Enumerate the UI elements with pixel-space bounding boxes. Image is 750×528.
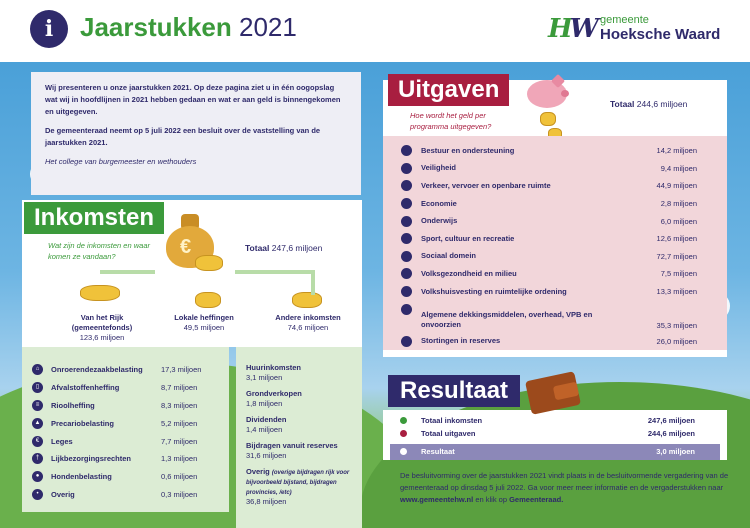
- list-item: Sociaal domein 72,7 miljoen: [401, 248, 697, 266]
- inkomsten-subtitle: Wat zijn de inkomsten en waar komen ze vandaan?: [48, 241, 150, 261]
- list-item: Huurinkomsten 3,1 miljoen: [246, 363, 302, 382]
- resultaat-row-totaal: Resultaat 3,0 miljoen: [400, 447, 695, 456]
- coins-icon: [80, 285, 120, 301]
- arrow-connector: [311, 270, 315, 295]
- green-dot-icon: [400, 417, 407, 424]
- house-icon: [401, 286, 412, 297]
- wallet-icon: [528, 370, 584, 410]
- list-item: Onderwijs 6,0 miljoen: [401, 212, 697, 230]
- trash-icon: ▯: [32, 382, 43, 393]
- list-item: Stortingen in reserves 26,0 miljoen: [401, 332, 697, 350]
- grave-icon: †: [32, 453, 43, 464]
- list-item: Volksgezondheid en milieu 7,5 miljoen: [401, 265, 697, 283]
- list-item: ⌂ Onroerendezaakbelasting 17,3 miljoen: [32, 361, 219, 379]
- home-icon: ⌂: [32, 364, 43, 375]
- list-item: Veiligheid 9,4 miljoen: [401, 160, 697, 178]
- resultaat-title: Resultaat: [388, 375, 520, 407]
- logo-mark: HW: [548, 14, 596, 44]
- list-item: Algemene dekkingsmiddelen, overhead, VPB en onvoorzien 35,3 miljoen: [401, 300, 697, 332]
- governance-icon: [401, 145, 412, 156]
- page-title: Jaarstukken 2021: [80, 12, 297, 42]
- coins-icon: [540, 112, 556, 126]
- moneybag-icon: €: [166, 212, 216, 270]
- fees-icon: €: [32, 436, 43, 447]
- graduation-icon: [401, 216, 412, 227]
- health-icon: [401, 268, 412, 279]
- misc-icon: •: [32, 489, 43, 500]
- list-item: Volkshuisvesting en ruimtelijke ordening 13,3 miljoen: [401, 283, 697, 301]
- intro-panel: Wij presenteren u onze jaarstukken 2021. Op deze pagina ziet u in één oogopslag wat wij in hoofdlijnen in 2021 hebben gedaan en wat er aan geld is binnengekomen en uitgegeven. De gemeenteraad neemt op 5 juli 2022 een besluit over de vaststelling van de jaarstukken 2021. Het college van burgemeester en wethouders: [31, 72, 361, 195]
- list-item: ≡ Rioolheffing 8,3 miljoen: [32, 397, 219, 415]
- people-icon: [401, 251, 412, 262]
- list-item: Dividenden 1,4 miljoen: [246, 415, 287, 434]
- list-item: Bijdragen vanuit reserves 31,6 miljoen: [246, 441, 338, 460]
- andere-inkomsten-list: [236, 347, 362, 528]
- list-item: Grondverkopen 1,8 miljoen: [246, 389, 302, 408]
- list-item: † Lijkbezorgingsrechten 1,3 miljoen: [32, 450, 219, 468]
- uitgaven-list: [383, 136, 727, 350]
- source-rijk: Van het Rijk (gemeentefonds) 123,6 miljoen: [71, 313, 133, 342]
- coins-icon: [195, 292, 221, 308]
- website-link[interactable]: www.gemeentehw.nl: [400, 495, 474, 504]
- heffingen-list: [22, 347, 229, 512]
- resultaat-row-inkomsten: Totaal inkomsten 247,6 miljoen: [400, 416, 695, 425]
- arrow-right: [235, 270, 313, 274]
- list-item: • Overig 0,3 miljoen: [32, 486, 219, 504]
- sewer-icon: ≡: [32, 400, 43, 411]
- list-item: ▲ Precariobelasting 5,2 miljoen: [32, 414, 219, 432]
- piggy-bank-icon: [527, 76, 569, 108]
- source-lokaal: Lokale heffingen 49,5 miljoen: [174, 313, 234, 332]
- list-item: € Leges 7,7 miljoen: [32, 432, 219, 450]
- arrow-left: [100, 270, 155, 274]
- dog-icon: ●: [32, 471, 43, 482]
- logo-name: Hoeksche Waard: [600, 26, 721, 43]
- list-item: Sport, cultuur en recreatie 12,6 miljoen: [401, 230, 697, 248]
- uitgaven-subtitle: Hoe wordt het geld per programma uitgegeven?: [410, 111, 492, 131]
- trophy-icon: [401, 233, 412, 244]
- list-item: Economie 2,8 miljoen: [401, 195, 697, 213]
- gemeenteraad-link[interactable]: Gemeenteraad.: [509, 495, 564, 504]
- list-item: ▯ Afvalstoffenheffing 8,7 miljoen: [32, 379, 219, 397]
- uitgaven-total: Totaal 244,6 miljoen: [610, 99, 688, 109]
- list-item: Verkeer, vervoer en openbare ruimte 44,9 miljoen: [401, 177, 697, 195]
- header: [0, 0, 750, 62]
- inkomsten-title: Inkomsten: [24, 202, 164, 234]
- white-dot-icon: [400, 448, 407, 455]
- shield-icon: [401, 163, 412, 174]
- coins-icon: [195, 255, 223, 271]
- budget-icon: [401, 304, 412, 315]
- savings-icon: [401, 336, 412, 347]
- footer-text: De besluitvorming over de jaarstukken 2021 vindt plaats in de besluitvormende vergadering van de gemeenteraad op dinsdag 5 juli 2022. Ga voor meer meer informatie en de vergaderstukken naar www.gemeentehw.nl en klik op Gemeenteraad.: [400, 471, 729, 504]
- inkomsten-total: Totaal 247,6 miljoen: [245, 243, 323, 253]
- source-andere: Andere inkomsten 74,6 miljoen: [275, 313, 341, 332]
- tent-icon: ▲: [32, 418, 43, 429]
- car-icon: [401, 180, 412, 191]
- resultaat-row-uitgaven: Totaal uitgaven 244,6 miljoen: [400, 429, 695, 438]
- list-item: ● Hondenbelasting 0,6 miljoen: [32, 468, 219, 486]
- info-icon: i: [30, 10, 68, 48]
- coins-icon: [292, 292, 322, 308]
- list-item: Overig (overige bijdragen rijk voor bijvoorbeeld bijstand, bijdragen provincies, /etc) 36,8 miljoen: [246, 467, 350, 506]
- list-item: Bestuur en ondersteuning 14,2 miljoen: [401, 142, 697, 160]
- uitgaven-title: Uitgaven: [388, 74, 509, 106]
- logo-gemeente: gemeente: [600, 14, 649, 26]
- euro-icon: [401, 198, 412, 209]
- red-dot-icon: [400, 430, 407, 437]
